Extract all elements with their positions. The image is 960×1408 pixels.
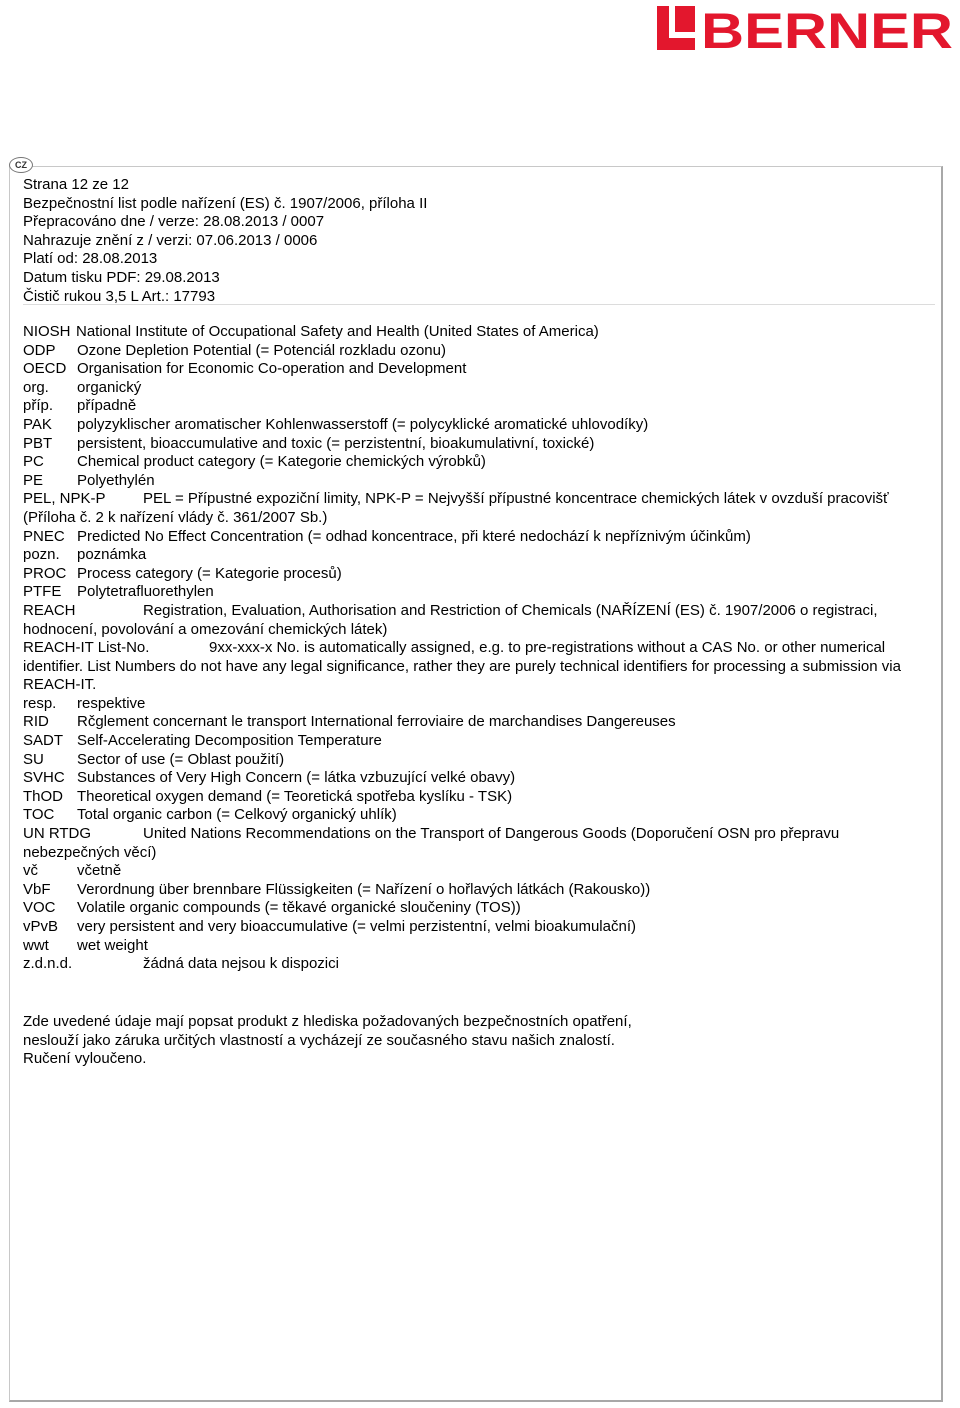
supersedes-version: Nahrazuje znění z / verzi: 07.06.2013 / 0006: [23, 231, 318, 249]
abbreviation-row: [23, 379, 923, 398]
abbreviation-row: [23, 769, 923, 788]
abbreviation-row: [23, 602, 923, 639]
abbreviation-row: [23, 713, 923, 732]
abbreviation-row: [23, 565, 923, 584]
abbreviation-definition: Polyethylén: [77, 471, 155, 489]
abbreviation-row: [23, 490, 923, 527]
abbreviation-definition: poznámka: [77, 546, 147, 564]
abbreviation-definition: případně: [77, 397, 137, 415]
document-header: [23, 176, 427, 306]
abbreviation-term: příp.: [23, 397, 54, 415]
disclaimer-line: Zde uvedené údaje mají popsat produkt z hlediska požadovaných bezpečnostních opatření,: [23, 1013, 632, 1030]
abbreviation-term: ODP: [23, 341, 56, 359]
abbreviation-definition: Substances of Very High Concern (= látka vzbuzující velké obavy): [77, 769, 516, 787]
abbreviation-term: VbF: [23, 880, 51, 898]
abbreviation-row: [23, 881, 923, 900]
abbreviation-row: [23, 899, 923, 918]
abbreviation-term: SU: [23, 750, 44, 768]
disclaimer-line: Ručení vyloučeno.: [23, 1050, 147, 1068]
abbreviation-term: SADT: [23, 732, 64, 750]
abbreviation-row: [23, 918, 923, 937]
abbreviation-term: VOC: [23, 899, 56, 917]
abbreviation-row: [23, 639, 923, 695]
abbreviation-term: PNEC: [23, 527, 65, 545]
abbreviation-row: [23, 788, 923, 807]
header-divider: [23, 304, 935, 305]
abbreviation-term: z.d.n.d.: [23, 955, 73, 973]
abbreviation-term: OECD: [23, 360, 67, 378]
abbreviation-row: [23, 695, 923, 714]
abbreviation-definition: PEL = Přípustné expoziční limity, NPK-P = Nejvyšší přípustné koncentrace chemických látek v ovzduší pracovišť (Příloha č. 2 k nařízení vlády č. 361/2007 Sb.): [23, 490, 889, 526]
regulation-reference: Bezpečnostní list podle nařízení (ES) č. 1907/2006, příloha II: [23, 194, 428, 212]
abbreviation-term: PC: [23, 453, 44, 471]
abbreviation-term: org.: [23, 378, 49, 396]
abbreviation-row: [23, 360, 923, 379]
abbreviation-row: [23, 862, 923, 881]
abbreviation-definition: žádná data nejsou k dispozici: [143, 955, 339, 973]
abbreviation-definition: organický: [77, 378, 142, 396]
page-number: Strana 12 ze 12: [23, 176, 129, 193]
abbreviation-row: [23, 397, 923, 416]
abbreviation-definition: Verordnung über brennbare Flüssigkeiten (= Nařízení o hořlavých látkách (Rakousko)): [77, 880, 651, 898]
abbreviation-term: RID: [23, 713, 49, 731]
abbreviation-row: [23, 955, 923, 974]
abbreviation-definition: Volatile organic compounds (= těkavé organické sloučeniny (TOS)): [77, 899, 521, 917]
abbreviations-list: [23, 323, 923, 974]
abbreviation-definition: United Nations Recommendations on the Transport of Dangerous Goods (Doporučení OSN pro přepravu nebezpečných věcí): [23, 825, 840, 861]
abbreviation-row: [23, 472, 923, 491]
print-date: Datum tisku PDF: 29.08.2013: [23, 268, 220, 286]
abbreviation-definition: polyzyklischer aromatischer Kohlenwasserstoff (= polycyklické aromatické uhlovodíky): [77, 415, 649, 433]
abbreviation-definition: persistent, bioaccumulative and toxic (= perzistentní, bioakumulativní, toxické): [77, 434, 595, 452]
abbreviation-definition: National Institute of Occupational Safety and Health (United States of America): [76, 323, 599, 340]
abbreviation-term: NIOSH: [23, 323, 71, 340]
abbreviation-term: PBT: [23, 434, 53, 452]
abbreviation-term: vPvB: [23, 918, 59, 935]
abbreviation-row: [23, 751, 923, 770]
abbreviation-definition: Ozone Depletion Potential (= Potenciál rozkladu ozonu): [77, 341, 446, 359]
abbreviation-definition: Process category (= Kategorie procesů): [77, 564, 342, 582]
abbreviation-term: vč: [23, 862, 38, 880]
abbreviation-row: [23, 806, 923, 825]
abbreviation-term: REACH: [23, 601, 76, 619]
abbreviation-term: PROC: [23, 564, 67, 582]
abbreviation-definition: Self-Accelerating Decomposition Temperature: [77, 732, 382, 750]
language-badge: CZ: [9, 157, 33, 173]
abbreviation-definition: Chemical product category (= Kategorie chemických výrobků): [77, 453, 486, 471]
abbreviation-definition: Polytetrafluorethylen: [77, 583, 214, 601]
abbreviation-row: [23, 825, 923, 862]
abbreviation-row: [23, 435, 923, 454]
product-name: Čistič rukou 3,5 L Art.: 17793: [23, 287, 216, 305]
valid-from: Platí od: 28.08.2013: [23, 250, 158, 268]
abbreviation-term: REACH-IT List-No.: [23, 639, 150, 657]
abbreviation-definition: Total organic carbon (= Celkový organický uhlík): [77, 806, 397, 824]
abbreviation-definition: Sector of use (= Oblast použití): [77, 750, 285, 768]
abbreviation-term: PE: [23, 471, 44, 489]
abbreviation-definition: Theoretical oxygen demand (= Teoretická spotřeba kyslíku - TSK): [77, 787, 513, 805]
revision-date: Přepracováno dne / verze: 28.08.2013 / 0007: [23, 213, 325, 231]
abbreviation-row: [23, 732, 923, 751]
disclaimer-line: neslouží jako záruka určitých vlastností a vycházejí ze současného stavu našich znalostí.: [23, 1031, 615, 1049]
abbreviation-term: PAK: [23, 415, 52, 433]
svg-text:BERNER: BERNER: [701, 4, 953, 52]
abbreviation-definition: Registration, Evaluation, Authorisation and Restriction of Chemicals (NAŘÍZENÍ (ES) č. 1907/2006 o registraci, hodnocení, povolování a omezování chemických látek): [23, 601, 878, 638]
abbreviation-definition: very persistent and very bioaccumulative (= velmi perzistentní, velmi bioakumulační): [77, 918, 636, 935]
abbreviation-definition: Predicted No Effect Concentration (= odhad koncentrace, při které nedochází k nepříznivým účinkům): [77, 527, 751, 545]
abbreviation-row: [23, 583, 923, 602]
abbreviation-row: [23, 546, 923, 565]
abbreviation-definition: Organisation for Economic Co-operation and Development: [77, 360, 467, 378]
abbreviation-row: [23, 937, 923, 956]
disclaimer: [23, 1013, 923, 1069]
abbreviation-term: resp.: [23, 694, 57, 712]
abbreviation-term: pozn.: [23, 546, 60, 564]
abbreviation-term: wwt: [23, 936, 49, 954]
abbreviation-term: SVHC: [23, 769, 65, 787]
abbreviation-row: [23, 342, 923, 361]
abbreviation-term: TOC: [23, 806, 55, 824]
abbreviation-definition: 9xx-xxx-x No. is automatically assigned, e.g. to pre-registrations without a CAS No. or other numerical identifier. List Numbers do not have any legal significance, rather they are purely technical identifiers for processing a submission via REACH-IT.: [23, 639, 901, 694]
abbreviation-definition: Rčglement concernant le transport International ferroviaire de marchandises Dangereuses: [77, 713, 676, 731]
abbreviation-term: UN RTDG: [23, 825, 92, 843]
abbreviation-term: PEL, NPK-P: [23, 490, 106, 508]
abbreviation-term: ThOD: [23, 787, 64, 805]
abbreviation-row: [23, 416, 923, 435]
abbreviation-term: PTFE: [23, 583, 62, 601]
abbreviation-row: [23, 453, 923, 472]
abbreviation-definition: respektive: [77, 694, 146, 712]
abbreviation-row: [23, 323, 923, 342]
berner-logo: [655, 4, 955, 52]
abbreviation-definition: wet weight: [77, 936, 148, 954]
abbreviation-row: [23, 528, 923, 547]
abbreviation-definition: včetně: [77, 862, 122, 880]
